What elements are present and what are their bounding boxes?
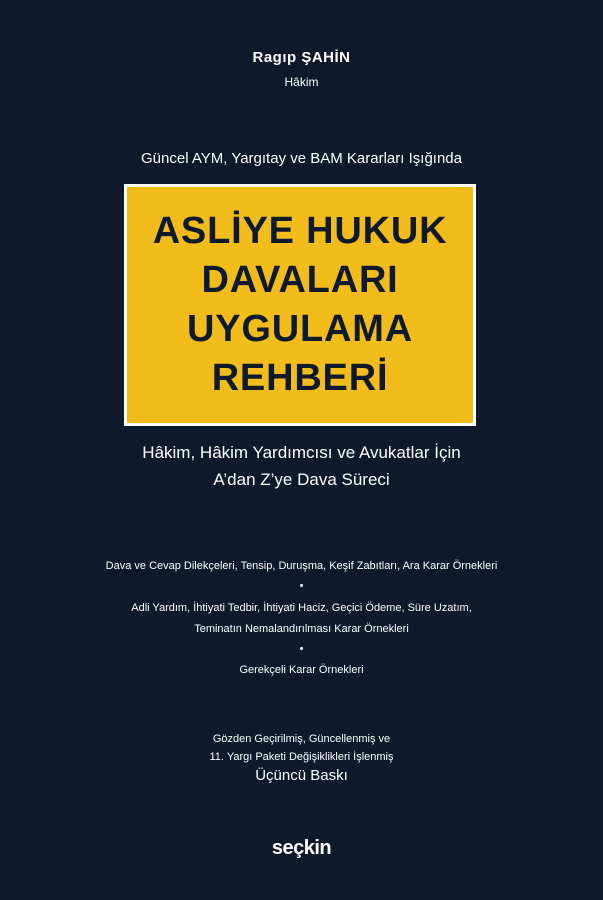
title-line: UYGULAMA: [187, 308, 413, 350]
contents-item: Dava ve Cevap Dilekçeleri, Tensip, Duruşma, Keşif Zabıtları, Ara Karar Örnekleri: [105, 560, 498, 572]
author-name: Ragıp ŞAHİN: [252, 49, 351, 66]
bullet-separator: •: [299, 643, 304, 655]
bullet-separator: •: [299, 580, 304, 592]
author-title: Hâkim: [284, 75, 319, 89]
title-line: DAVALARI: [201, 259, 399, 301]
title-line: ASLİYE HUKUK: [152, 210, 448, 252]
publisher-logo: seçkin: [271, 837, 332, 859]
title-box: [124, 184, 476, 426]
subtitle-line-1: Hâkim, Hâkim Yardımcısı ve Avukatlar İçin: [142, 443, 461, 462]
subtitle-top: Güncel AYM, Yargıtay ve BAM Kararları Işığında: [141, 150, 462, 167]
contents-item: Adli Yardım, İhtiyati Tedbir, İhtiyati Haciz, Geçici Ödeme, Süre Uzatım,: [131, 602, 472, 614]
title-line: REHBERİ: [211, 357, 389, 399]
contents-item: Teminatın Nemalandırılması Karar Örnekleri: [194, 623, 409, 635]
contents-item: Gerekçeli Karar Örnekleri: [239, 664, 364, 676]
edition-label: Üçüncü Baskı: [255, 767, 348, 784]
subtitle-line-2: A’dan Z’ye Dava Süreci: [213, 470, 390, 489]
edition-line-2: 11. Yargı Paketi Değişiklikleri İşlenmiş: [209, 751, 394, 763]
edition-line-1: Gözden Geçirilmiş, Güncellenmiş ve: [212, 733, 391, 745]
